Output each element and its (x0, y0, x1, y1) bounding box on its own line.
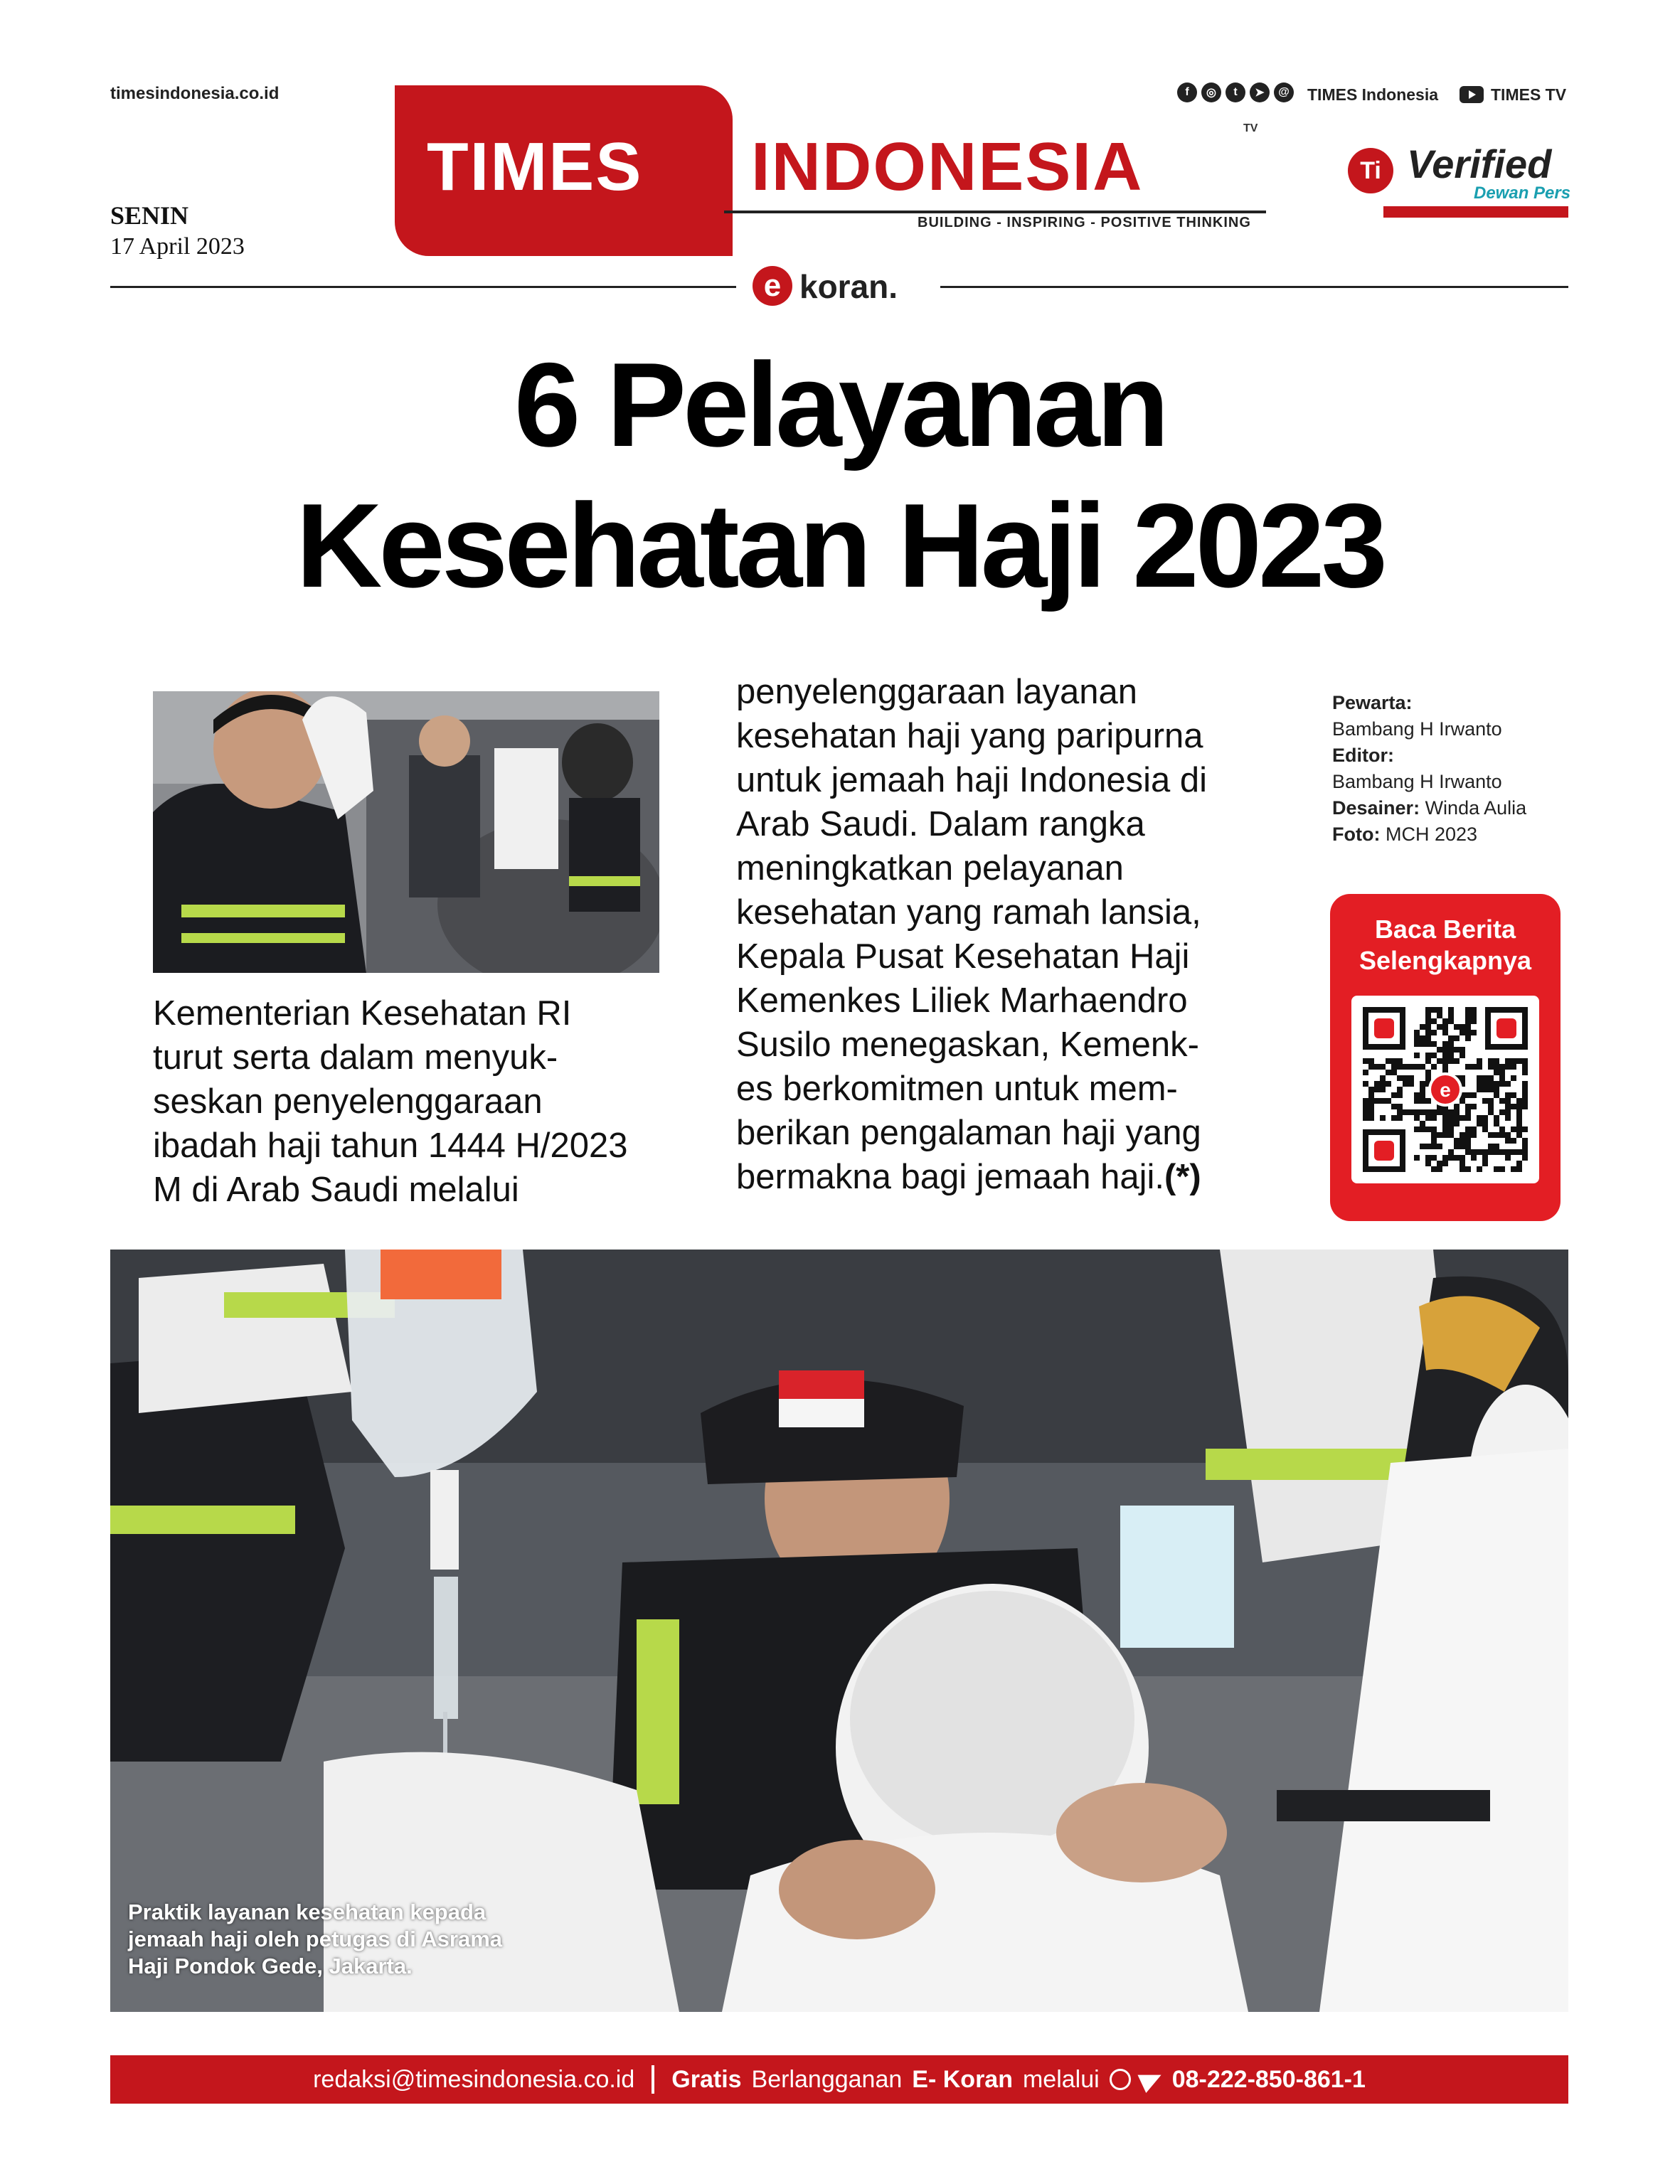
credit-pewarta-label: Pewarta: (1332, 692, 1413, 713)
qr-code-icon[interactable] (1351, 996, 1539, 1183)
instagram-icon[interactable]: ◎ (1201, 82, 1221, 102)
threads-icon[interactable]: @ (1274, 82, 1294, 102)
verified-certificate-bar (1383, 206, 1568, 218)
logo-indonesia-word: INDONESIA (751, 129, 1144, 205)
site-url[interactable]: timesindonesia.co.id (110, 84, 280, 103)
logo-underline (724, 211, 1266, 213)
footer-contact (110, 2055, 1568, 2104)
ekoran-logo-text: koran. (799, 268, 898, 305)
credit-desainer: Winda Aulia (1425, 797, 1527, 819)
footer-gratis: Gratis (671, 2065, 742, 2093)
body-line: untuk jemaah haji Indonesia di (736, 761, 1207, 799)
article-photo-main (110, 1250, 1568, 2012)
credit-foto-label: Foto: (1332, 824, 1381, 845)
logo-times-word: TIMES (427, 129, 643, 205)
footer-melalui: melalui (1022, 2065, 1100, 2093)
body-line: Susilo menegaskan, Kemenk- (736, 1026, 1199, 1064)
footer-ekoran: E- Koran (912, 2065, 1013, 2093)
read-more-line-1: Baca Berita (1374, 915, 1516, 944)
photo-small-illustration (153, 691, 659, 973)
body-line: Kepala Pusat Kesehatan Haji (736, 937, 1190, 976)
credit-desainer-label: Desainer: (1332, 797, 1420, 819)
header-rule-left (110, 286, 736, 288)
body-end-mark: (*) (1164, 1158, 1201, 1196)
body-line: berikan pengalaman haji yang (736, 1114, 1201, 1152)
caption-line: Haji Pondok Gede, Jakarta. (128, 1954, 413, 1978)
body-line: Kementerian Kesehatan RI (153, 994, 572, 1033)
credit-editor: Bambang H Irwanto (1332, 771, 1502, 792)
photo-main-illustration (110, 1250, 1568, 2012)
read-more-title[interactable] (1330, 914, 1561, 976)
credit-pewarta: Bambang H Irwanto (1332, 718, 1502, 740)
issue-date: 17 April 2023 (110, 233, 245, 260)
body-line: meningkatkan pelayanan (736, 849, 1124, 888)
credits-block (1332, 690, 1567, 848)
telegram-icon[interactable] (1137, 2066, 1165, 2093)
times-tv-label[interactable]: TIMES TV (1491, 85, 1567, 104)
social-icons (1177, 82, 1294, 105)
caption-line: jemaah haji oleh petugas di Asrama (128, 1927, 503, 1951)
logo-tagline: BUILDING - INSPIRING - POSITIVE THINKING (918, 215, 1251, 230)
whatsapp-icon[interactable] (1110, 2069, 1131, 2090)
verified-dewan-pers: Dewan Pers (1474, 183, 1571, 203)
body-line-last (736, 1155, 1319, 1199)
logo-tv-mark: TV (1243, 122, 1258, 134)
body-line: turut serta dalam menyuk- (153, 1038, 558, 1077)
telegram-icon[interactable]: ➤ (1250, 82, 1270, 102)
headline (0, 334, 1680, 616)
body-line: Kemenkes Liliek Marhaendro (736, 981, 1188, 1020)
body-line: seskan penyelenggaraan (153, 1082, 543, 1121)
body-line: ibadah haji tahun 1444 H/2023 (153, 1126, 628, 1165)
footer-email[interactable]: redaksi@timesindonesia.co.id (313, 2065, 635, 2093)
ekoran-logo-icon: e (753, 266, 792, 306)
body-line: M di Arab Saudi melalui (153, 1171, 519, 1209)
qr-code-graphic (1351, 996, 1539, 1183)
body-line: kesehatan haji yang paripurna (736, 717, 1203, 755)
body-line: es berkomitmen untuk mem- (736, 1070, 1178, 1108)
twitter-icon[interactable]: t (1226, 82, 1245, 102)
article-body-column-1 (153, 991, 701, 1212)
article-photo-small (153, 691, 659, 973)
article-body-column-2 (736, 670, 1319, 1199)
footer-separator (652, 2065, 654, 2094)
photo-caption (128, 1899, 569, 1980)
youtube-icon[interactable] (1460, 86, 1484, 103)
credit-foto: MCH 2023 (1385, 824, 1478, 845)
credit-editor-label: Editor: (1332, 745, 1394, 766)
body-line: penyelenggaraan layanan (736, 673, 1137, 711)
headline-line-2: Kesehatan Haji 2023 (296, 479, 1384, 612)
body-last-text: bermakna bagi jemaah haji. (736, 1158, 1164, 1196)
svg-text:e: e (1440, 1079, 1451, 1101)
verified-word: Verified (1407, 142, 1552, 186)
issue-day: SENIN (110, 201, 189, 230)
headline-line-1: 6 Pelayanan (514, 338, 1166, 472)
footer-berlangganan: Berlangganan (751, 2065, 903, 2093)
verified-badge-icon: Ti (1348, 148, 1393, 193)
body-line: kesehatan yang ramah lansia, (736, 893, 1201, 932)
body-line: Arab Saudi. Dalam rangka (736, 805, 1145, 843)
facebook-icon[interactable]: f (1177, 82, 1197, 102)
social-label[interactable]: TIMES Indonesia (1307, 85, 1439, 104)
header-rule-right (940, 286, 1568, 288)
footer-phone[interactable]: 08-222-850-861-1 (1171, 2065, 1366, 2093)
read-more-line-2: Selengkapnya (1359, 946, 1532, 975)
caption-line: Praktik layanan kesehatan kepada (128, 1900, 487, 1924)
